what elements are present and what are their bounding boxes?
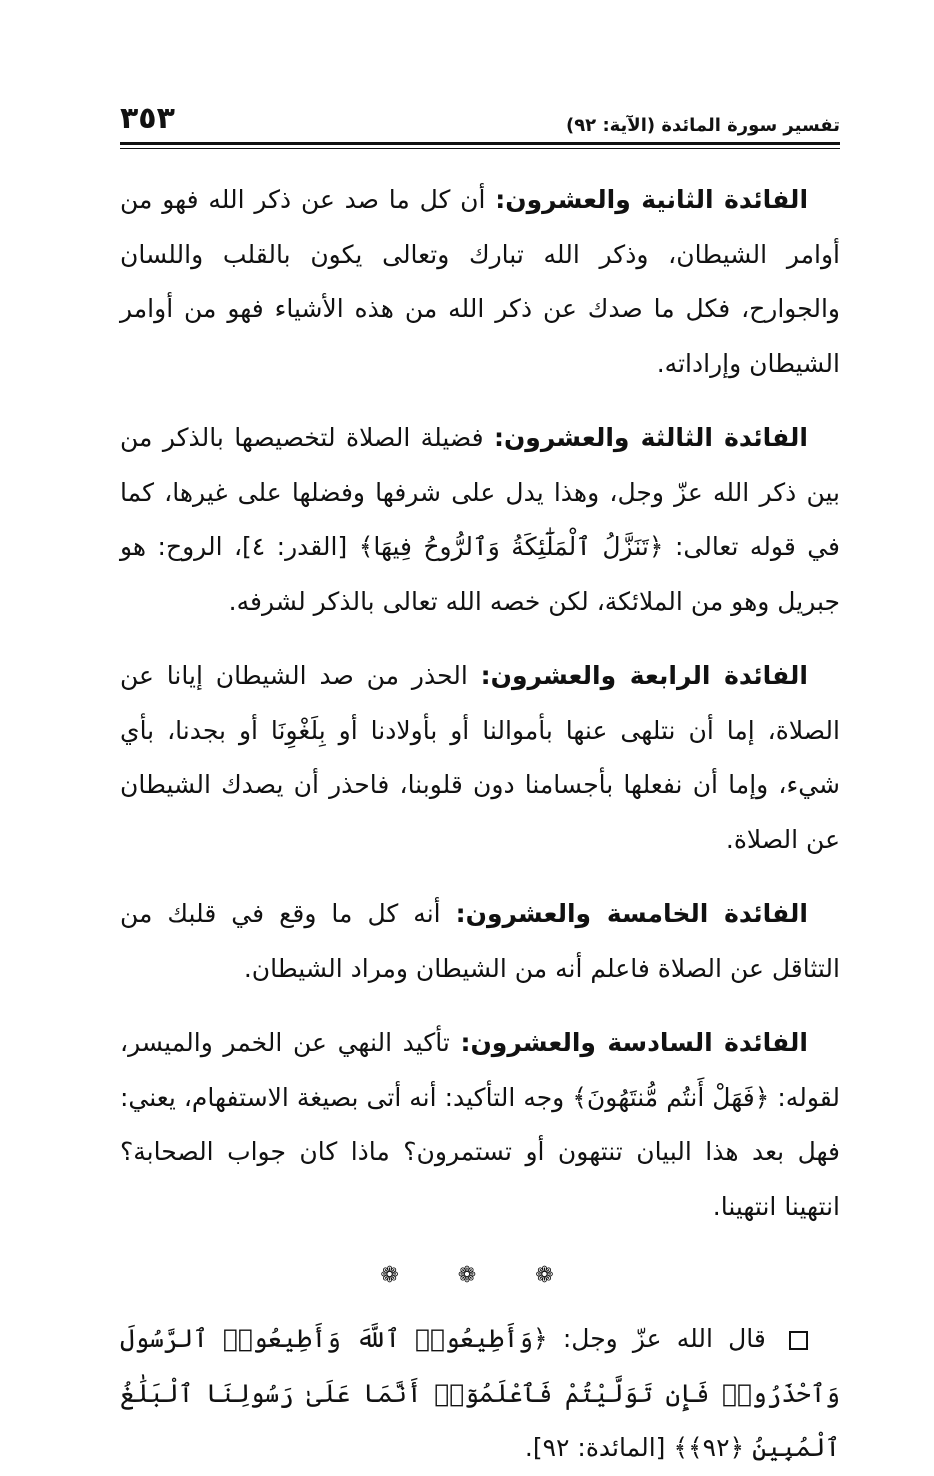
benefit-text: فضيلة الصلاة لتخصيصها بالذكر من بين ذكر الله عزّ وجل، وهذا يدل على شرفها وفضلها على غيرها، كما في قوله تعالى:	[120, 423, 840, 561]
quran-quote: ﴿تَنَزَّلُ ٱلْمَلَٰٓئِكَةُ وَٱلرُّوحُ فِيهَا﴾	[358, 532, 664, 561]
verse-quote: ﴿وَأَطِيعُوا۟ ٱللَّهَ وَأَطِيعُوا۟ ٱلرَّسُولَ وَٱحْذَرُوا۟ فَإِن تَوَلَّيْتُمْ فَٱعْلَمُوٓا۟ أَنَّمَا عَلَىٰ رَسُولِنَا ٱلْبَلَٰغُ ٱلْمُبِينُ ﴿٩٢﴾﴾	[120, 1324, 840, 1462]
paragraph-benefit-22	[120, 173, 840, 391]
paragraph-benefit-23	[120, 411, 840, 629]
benefit-text-continued: وجه التأكيد: أنه أتى بصيغة الاستفهام، يعني: فهل بعد هذا البيان تنتهون أو تستمرون؟ ماذا كان جواب الصحابة؟ انتهينا انتهينا.	[120, 1082, 840, 1221]
page-header	[120, 92, 840, 140]
running-title: تفسير سورة المائدة (الآية: ٩٢)	[565, 115, 840, 136]
benefit-text: أنه كل ما وقع في قلبك من التثاقل عن الصلاة فاعلم أنه من الشيطان ومراد الشيطان.	[120, 899, 840, 983]
benefit-text: الحذر من صد الشيطان إيانا عن الصلاة، إما أن نتلهى عنها بأموالنا أو بأولادنا أو بِلَغْوِنَا أو بجدنا، بأي شيء، وإما أن نفعلها بأجسامنا دون قلوبنا، فاحذر أن يصدك الشيطان عن الصلاة.	[120, 661, 840, 854]
benefit-heading: الفائدة السادسة والعشرون:	[460, 1028, 808, 1057]
header-rule-thick	[120, 142, 840, 145]
benefit-heading: الفائدة الثانية والعشرون:	[495, 185, 809, 214]
page-body	[120, 173, 840, 1476]
verse-intro: قال الله عزّ وجل:	[562, 1324, 766, 1353]
section-separator: ❁ ❁ ❁	[380, 1263, 580, 1288]
benefit-text-continued: [القدر: ٤]، الروح: هو جبريل وهو من الملائكة، لكن خصه الله تعالى بالذكر لشرفه.	[120, 532, 840, 616]
header-rule-thin	[120, 148, 840, 149]
paragraph-benefit-25	[120, 887, 840, 996]
page-number: ٣٥٣	[120, 101, 175, 136]
benefit-heading: الفائدة الخامسة والعشرون:	[455, 899, 808, 928]
verse-reference: [المائدة: ٩٢].	[524, 1433, 666, 1462]
benefit-heading: الفائدة الرابعة والعشرون:	[480, 661, 808, 690]
square-bullet-icon	[789, 1331, 808, 1350]
book-page	[120, 92, 840, 1476]
paragraph-benefit-24	[120, 649, 840, 867]
paragraph-benefit-26	[120, 1016, 840, 1234]
benefit-text: أن كل ما صد عن ذكر الله فهو من أوامر الشيطان، وذكر الله تبارك وتعالى يكون بالقلب واللسان والجوارح، فكل ما صدك عن ذكر الله من هذه الأشياء فهو من أوامر الشيطان وإراداته.	[120, 185, 840, 378]
benefit-text: تأكيد النهي عن الخمر والميسر، لقوله:	[120, 1028, 840, 1112]
benefit-heading: الفائدة الثالثة والعشرون:	[493, 423, 809, 452]
quran-quote: ﴿فَهَلْ أَنتُم مُّنتَهُونَ﴾	[572, 1082, 770, 1112]
verse-paragraph	[120, 1312, 840, 1476]
